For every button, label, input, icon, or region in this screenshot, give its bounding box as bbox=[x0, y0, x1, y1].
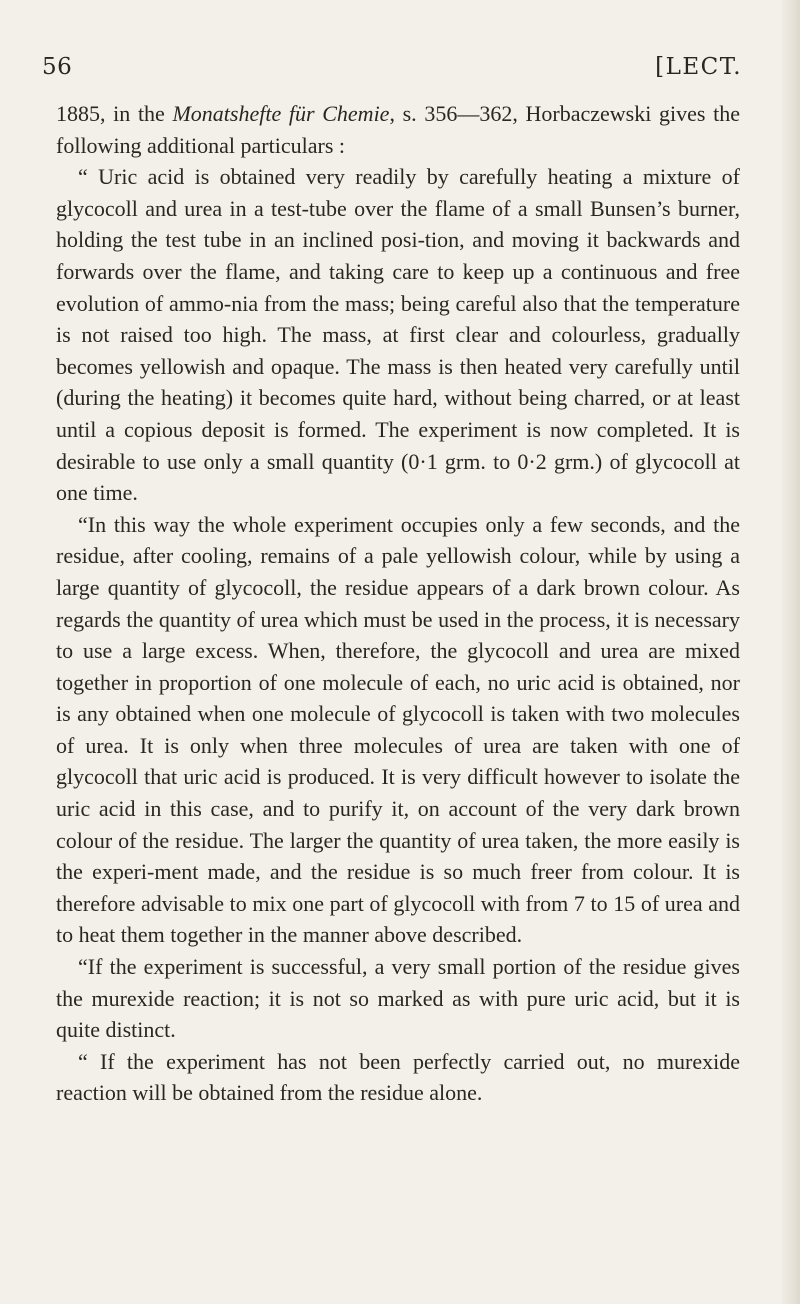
intro-text-after: , s. 356—362, Horbaczewski gives the following additional particulars : bbox=[56, 101, 740, 158]
paragraph-1: “ Uric acid is obtained very readily by carefully heating a mixture of glycocoll and urea in a test-tube over the flame of a small Bunsen’s burner, holding the test tube in an inclined posi-tion, and moving it backwards and forwards over the flame, and taking care to keep up a continuous and free evolution of ammo-nia from the mass; being careful also that the temperature is not raised too high. The mass, at first clear and colourless, gradually becomes yellowish and opaque. The mass is then heated very carefully until (during the heating) it becomes quite hard, without being charred, or at least until a copious deposit is formed. The experiment is now completed. It is desirable to use only a small quantity (0·1 grm. to 0·2 grm.) of glycocoll at one time. bbox=[56, 164, 740, 506]
intro-paragraph bbox=[56, 98, 740, 161]
paragraph-3: “If the experiment is successful, a very small portion of the residue gives the murexide reaction; it is not so marked as with pure uric acid, but it is quite distinct. bbox=[56, 954, 740, 1043]
paragraph-2: “In this way the whole experiment occupies only a few seconds, and the residue, after cooling, remains of a pale yellowish colour, while by using a large quantity of glycocoll, the residue appears of a dark brown colour. As regards the quantity of urea which must be used in the process, it is necessary to use a large excess. When, therefore, the glycocoll and urea are mixed together in proportion of one molecule of each, no uric acid is obtained, nor is any obtained when one molecule of glycocoll is taken with two molecules of urea. It is only when three molecules of urea are taken with one of glycocoll that uric acid is produced. It is very difficult however to isolate the uric acid in this case, and to purify it, on account of the very dark brown colour of the residue. The larger the quantity of urea taken, the more easily is the experi-ment made, and the residue is so much freer from colour. It is therefore advisable to mix one part of glycocoll with from 7 to 15 of urea and to heat them together in the manner above described. bbox=[56, 511, 740, 948]
page-number: 56 bbox=[42, 54, 73, 80]
body-text bbox=[56, 98, 740, 1109]
journal-title: Monatshefte für Chemie bbox=[172, 101, 390, 126]
paragraph-4: “ If the experiment has not been perfectly carried out, no murexide reaction will be obtained from the residue alone. bbox=[56, 1048, 740, 1106]
page-header bbox=[42, 54, 742, 84]
intro-text-before: 1885, in the bbox=[56, 101, 173, 126]
running-head: [LECT. bbox=[655, 54, 742, 80]
page-edge bbox=[782, 0, 800, 1304]
